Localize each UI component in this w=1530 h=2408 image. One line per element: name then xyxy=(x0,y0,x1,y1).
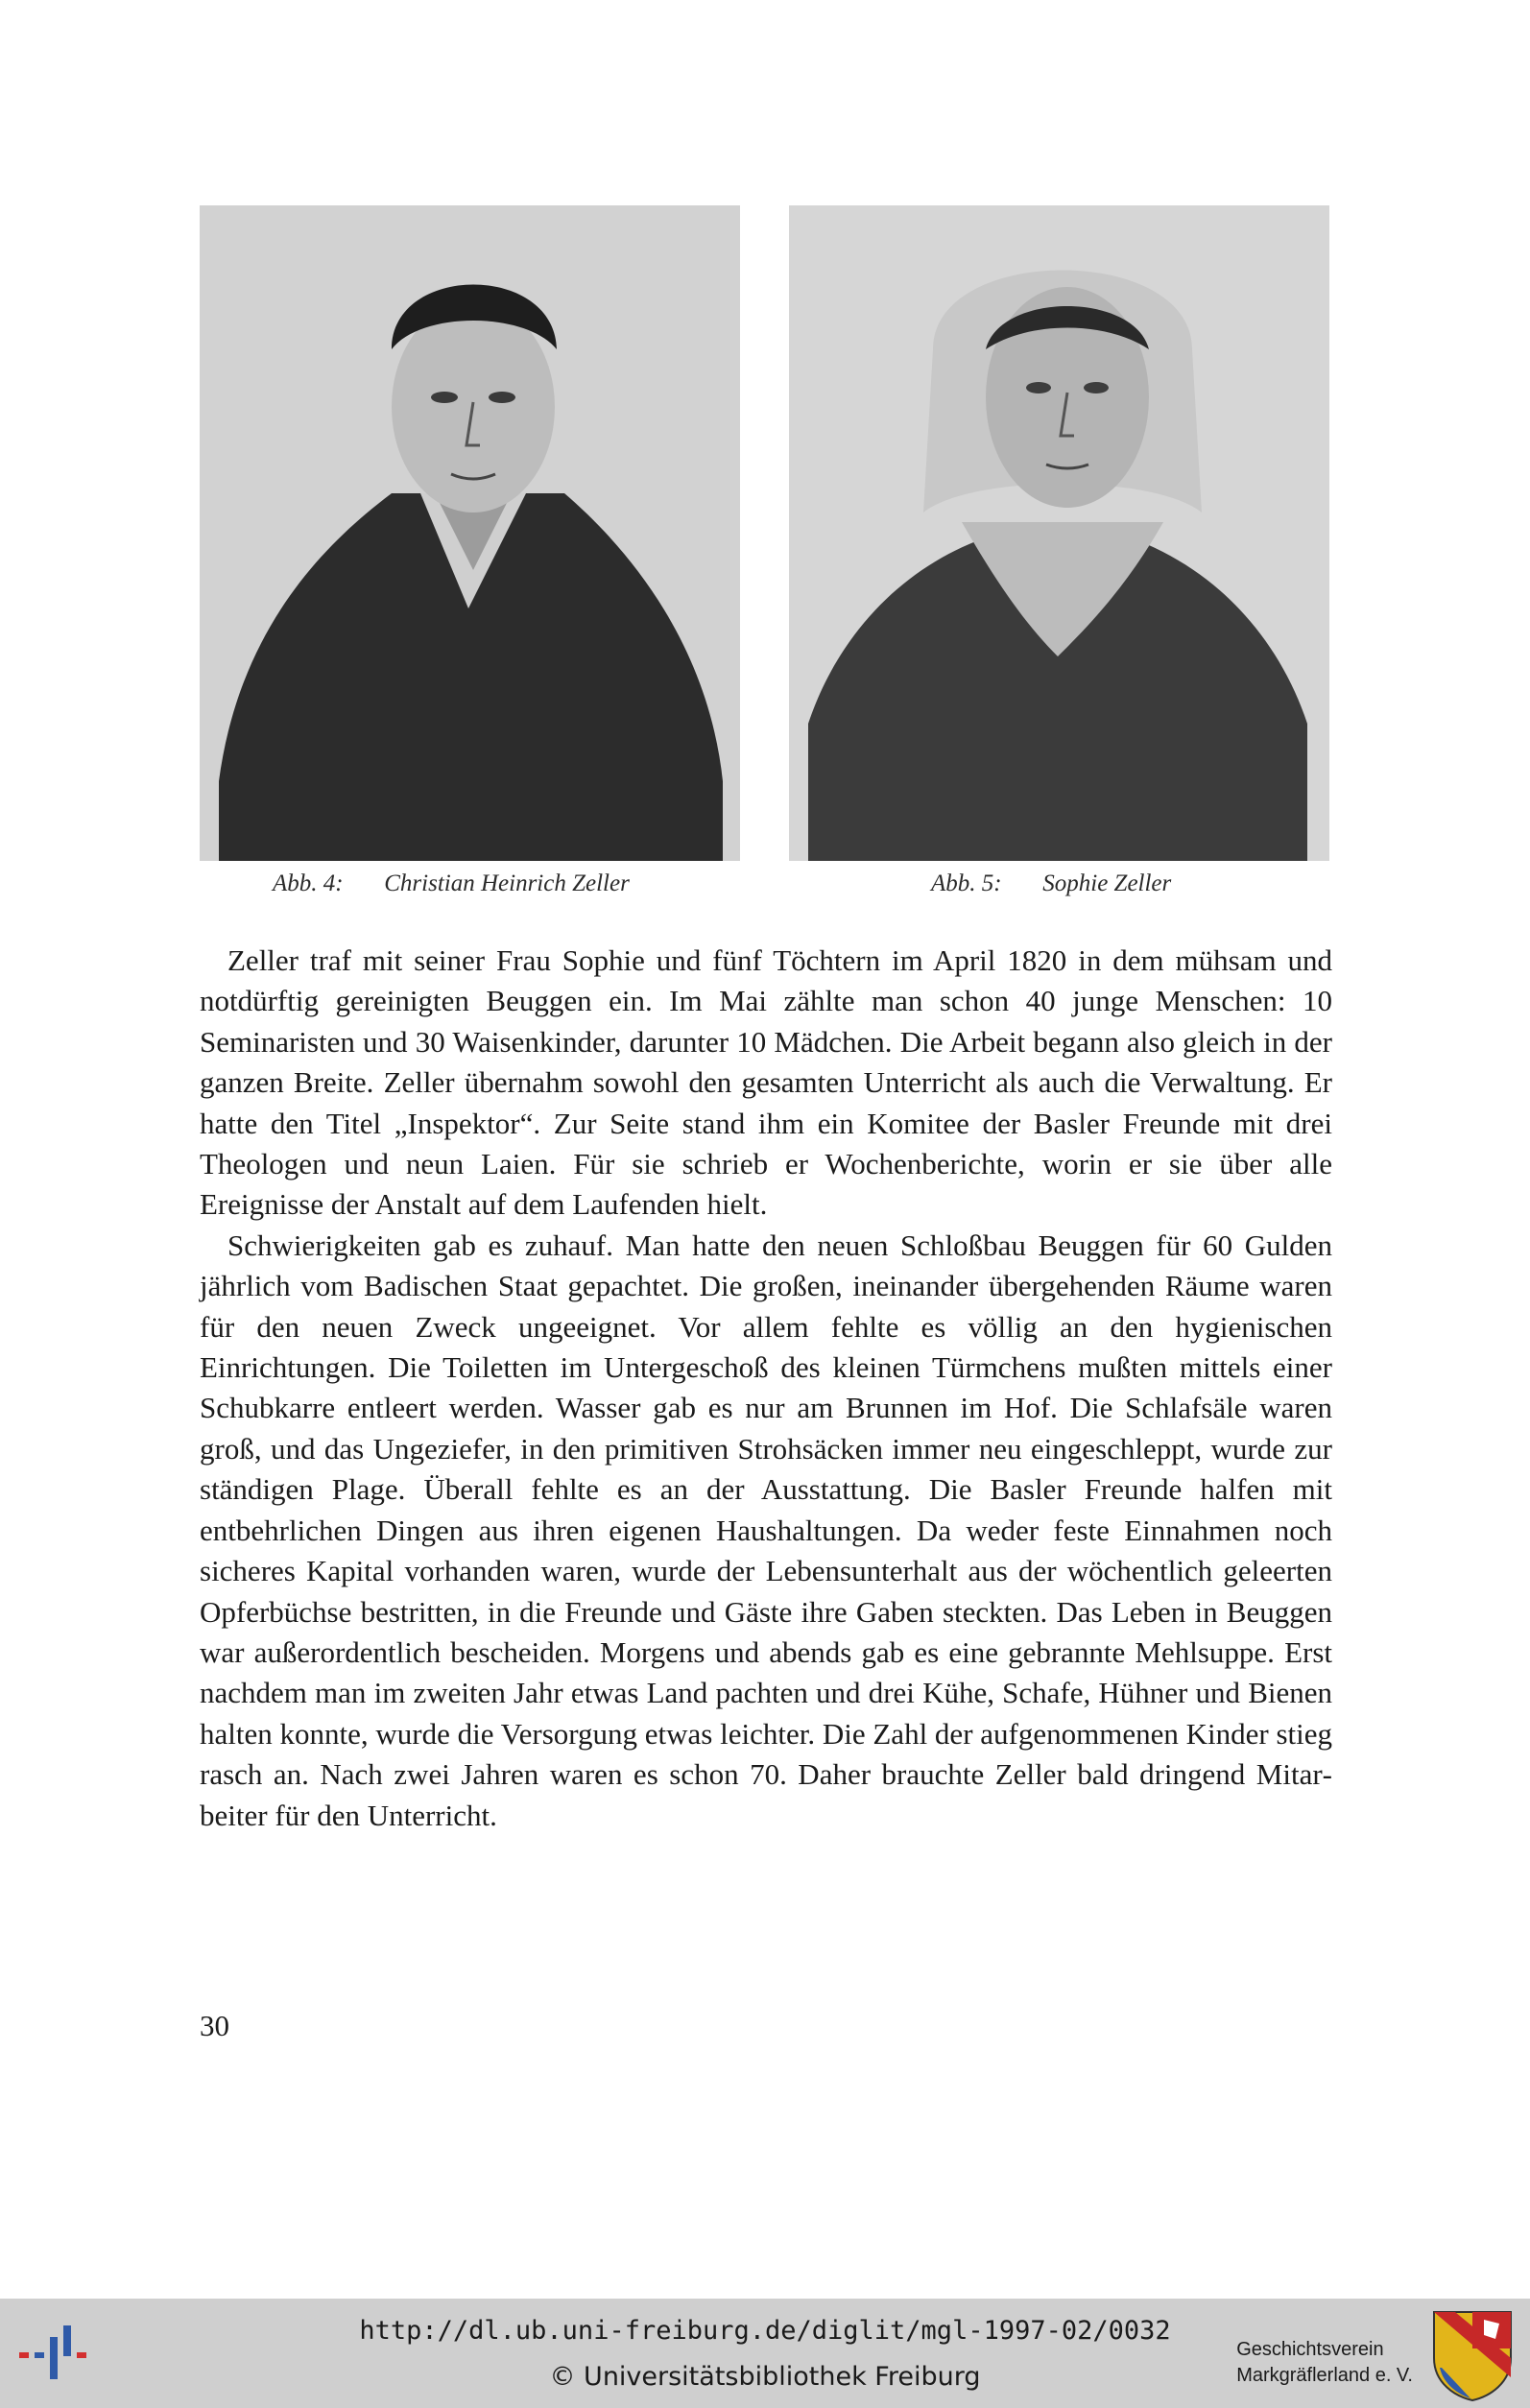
caption-title: Sophie Zeller xyxy=(1042,870,1172,896)
society-line: Geschichtsverein xyxy=(1236,2339,1384,2360)
body-text xyxy=(200,941,1332,1836)
caption-title: Christian Heinrich Zeller xyxy=(384,870,630,896)
society-line: Markgräflerland e. V. xyxy=(1236,2365,1413,2386)
viewer-footer xyxy=(0,2299,1530,2408)
caption-label: Abb. 4: xyxy=(273,870,344,896)
copyright-notice: © Universitätsbibliothek Freiburg xyxy=(549,2362,981,2392)
coat-of-arms-icon xyxy=(1432,2310,1513,2402)
paragraph: Schwierigkeiten gab es zuhauf. Man hatte den neuen Schloßbau Beuggen für 60 Gulden jährlich vom Badischen Staat gepachtet. Die großen, ineinander übergehenden Räume waren für den neuen Zweck ungeeignet. Vor allem fehlte es völlig an den hygienischen Einrichtungen. Die Toiletten im Untergeschoß des kleinen Türmchens mußten mittels einer Schubkarre entleert werden. Wasser gab es nur am Brunnen im Hof. Die Schlafsäle waren groß, und das Ungeziefer, in den primitiven Strohsäcken immer neu eingeschleppt, wurde zur ständigen Plage. Überall fehlte es an der Ausstattung. Die Basler Freunde halfen mit entbehrlichen Dingen aus ihren eigenen Haushaltungen. Da weder feste Einnahmen noch sicheres Kapital vorhanden waren, wurde der Lebensunterhalt aus der wöchentlich geleerten Opferbüchse bestritten, in die Freunde und Gäste ihre Gaben steckten. Das Leben in Beuggen war außerordentlich bescheiden. Morgens und abends gab es eine gebrannte Mehlsuppe. Erst nachdem man im zweiten Jahr etwas Land pachten und drei Kühe, Schafe, Hühner und Bienen halten konnte, wurde die Versorgung etwas leichter. Die Zahl der aufgenommenen Kinder stieg rasch an. Nach zwei Jahren waren es schon 70. Daher brauchte Zeller bald dringend Mitarbeiter für den Unterricht. xyxy=(200,1228,1332,1832)
permalink-url[interactable]: http://dl.ub.uni-freiburg.de/diglit/mgl-1997-02/0032 xyxy=(359,2316,1171,2346)
figure-caption-5 xyxy=(931,870,1171,897)
portrait-christian-heinrich-zeller xyxy=(200,205,740,861)
society-name xyxy=(1236,2337,1413,2389)
portrait-sophie-zeller xyxy=(789,205,1329,861)
caption-label: Abb. 5: xyxy=(931,870,1002,896)
figure-caption-4 xyxy=(273,870,630,897)
page-number: 30 xyxy=(200,2009,229,2042)
paragraph: Zeller traf mit seiner Frau Sophie und fünf Töchtern im April 1820 in dem mühsam und notdürftig gereinigten Beuggen ein. Im Mai zählte man schon 40 junge Menschen: 10 Seminaristen und 30 Waisenkinder, darunter 10 Mädchen. Die Arbeit begann also gleich in der ganzen Breite. Zeller übernahm sowohl den gesamten Unterricht als auch die Verwaltung. Er hatte den Titel „Inspektor“. Zur Seite stand ihm ein Komitee der Basler Freunde mit drei Theologen und neun Laien. Für sie schrieb er Wochenberichte, worin er sie über alle Ereignisse der Anstalt auf dem Laufenden hielt. xyxy=(200,943,1332,1222)
